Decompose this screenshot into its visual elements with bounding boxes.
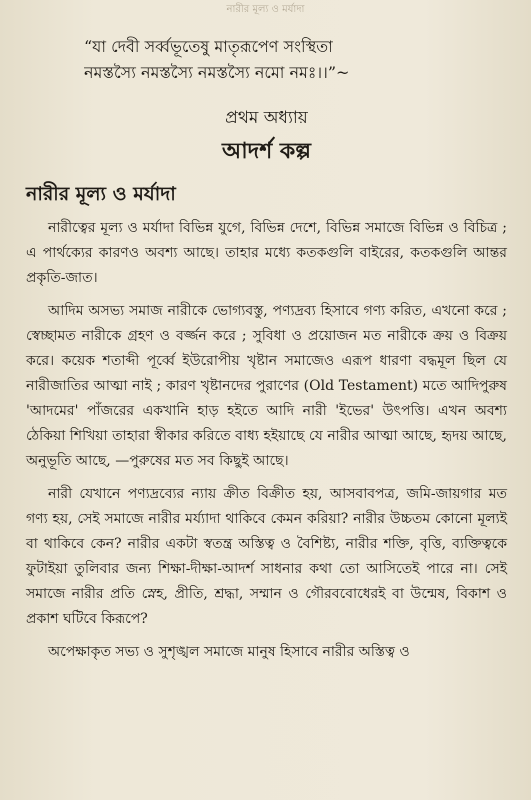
paragraph-1: নারীত্বের মূল্য ও মর্যাদা বিভিন্ন যুগে, বিভিন্ন দেশে, বিভিন্ন সমাজে বিভিন্ন ও বিচিত্র ; এ পার্থক্যের কারণও অবশ্য আছে। তাহার মধ্যে কতকগুলি বাইরের, কতকগুলি আন্তর প্রকৃতি-জাত। bbox=[26, 220, 507, 286]
paragraph-3: নারী যেখানে পণ্যদ্রব্যের ন্যায় ক্রীত বিক্রীত হয়, আসবাবপত্র, জমি-জায়গার মত গণ্য হয়, সেই সমাজে নারীর মর্য্যাদা থাকিবে কেমন করিয়া? নারীর উচ্চতম কোনো মূল্যই বা থাকিবে কেন? নারীর একটা স্বতন্ত্র অস্তিত্ব ও বৈশিষ্ট্য, নারীর শক্তি, বৃত্তি, ব্যক্তিত্বকে ফুটাইয়া তুলিবার জন্য শিক্ষা-দীক্ষা-আদর্শ সাধনার কথা তো আসিতেই পারে না। সেই সমাজে নারীর প্রতি স্নেহ, প্রীতি, শ্রদ্ধা, সম্মান ও গৌরববোধেরই বা উন্মেষ, বিকাশ ও প্রকাশ ঘটিবে কিরূপে? bbox=[26, 486, 507, 627]
invocation-verse bbox=[84, 34, 484, 86]
paragraph-4: অপেক্ষাকৃত সভ্য ও সুশৃঙ্খল সমাজে মানুষ হিসাবে নারীর অস্তিত্ব ও bbox=[48, 644, 410, 660]
chapter-title: আদর্শ কল্প bbox=[222, 138, 311, 164]
running-header: নারীর মূল্য ও মর্যাদা bbox=[226, 4, 305, 15]
verse-line-1: “যা দেবী সর্ব্বভূতেষু মাতৃরূপেণ সংস্থিতা bbox=[84, 37, 333, 56]
verse-line-2: নমস্তস্যৈ নমস্তস্যৈ নমস্তস্যৈ নমো নমঃ।।”~ bbox=[84, 63, 350, 82]
paragraph-2: আদিম অসভ্য সমাজ নারীকে ভোগ্যবস্তু, পণ্যদ্রব্য হিসাবে গণ্য করিত, এখনো করে ; স্বেচ্ছামত নারীকে গ্রহণ ও বর্জ্জন করে ; সুবিধা ও প্রয়োজন মত নারীকে ক্রয় ও বিক্রয় করে। কয়েক শতাব্দী পূর্ব্বে ইউরোপীয় খৃষ্টান সমাজেও এরূপ ধারণা বদ্ধমূল ছিল যে নারীজাতির আত্মা নাই ; কারণ খৃষ্টানদের পুরাণের (Old Testament) মতে আদিপুরুষ 'আদমের' পাঁজরের একখানি হাড় হইতে আদি নারী 'ইভের' উৎপত্তি। এখন অবশ্য ঠেকিয়া শিখিয়া তাহারা স্বীকার করিতে বাধ্য হইয়াছে যে নারীর আত্মা আছে, হৃদয় আছে, অনুভূতি আছে, —পুরুষের মত সব কিছুই আছে। bbox=[26, 303, 507, 469]
section-heading: নারীর মূল্য ও মর্যাদা bbox=[26, 183, 176, 205]
chapter-label: প্রথম অধ্যায় bbox=[225, 108, 308, 128]
